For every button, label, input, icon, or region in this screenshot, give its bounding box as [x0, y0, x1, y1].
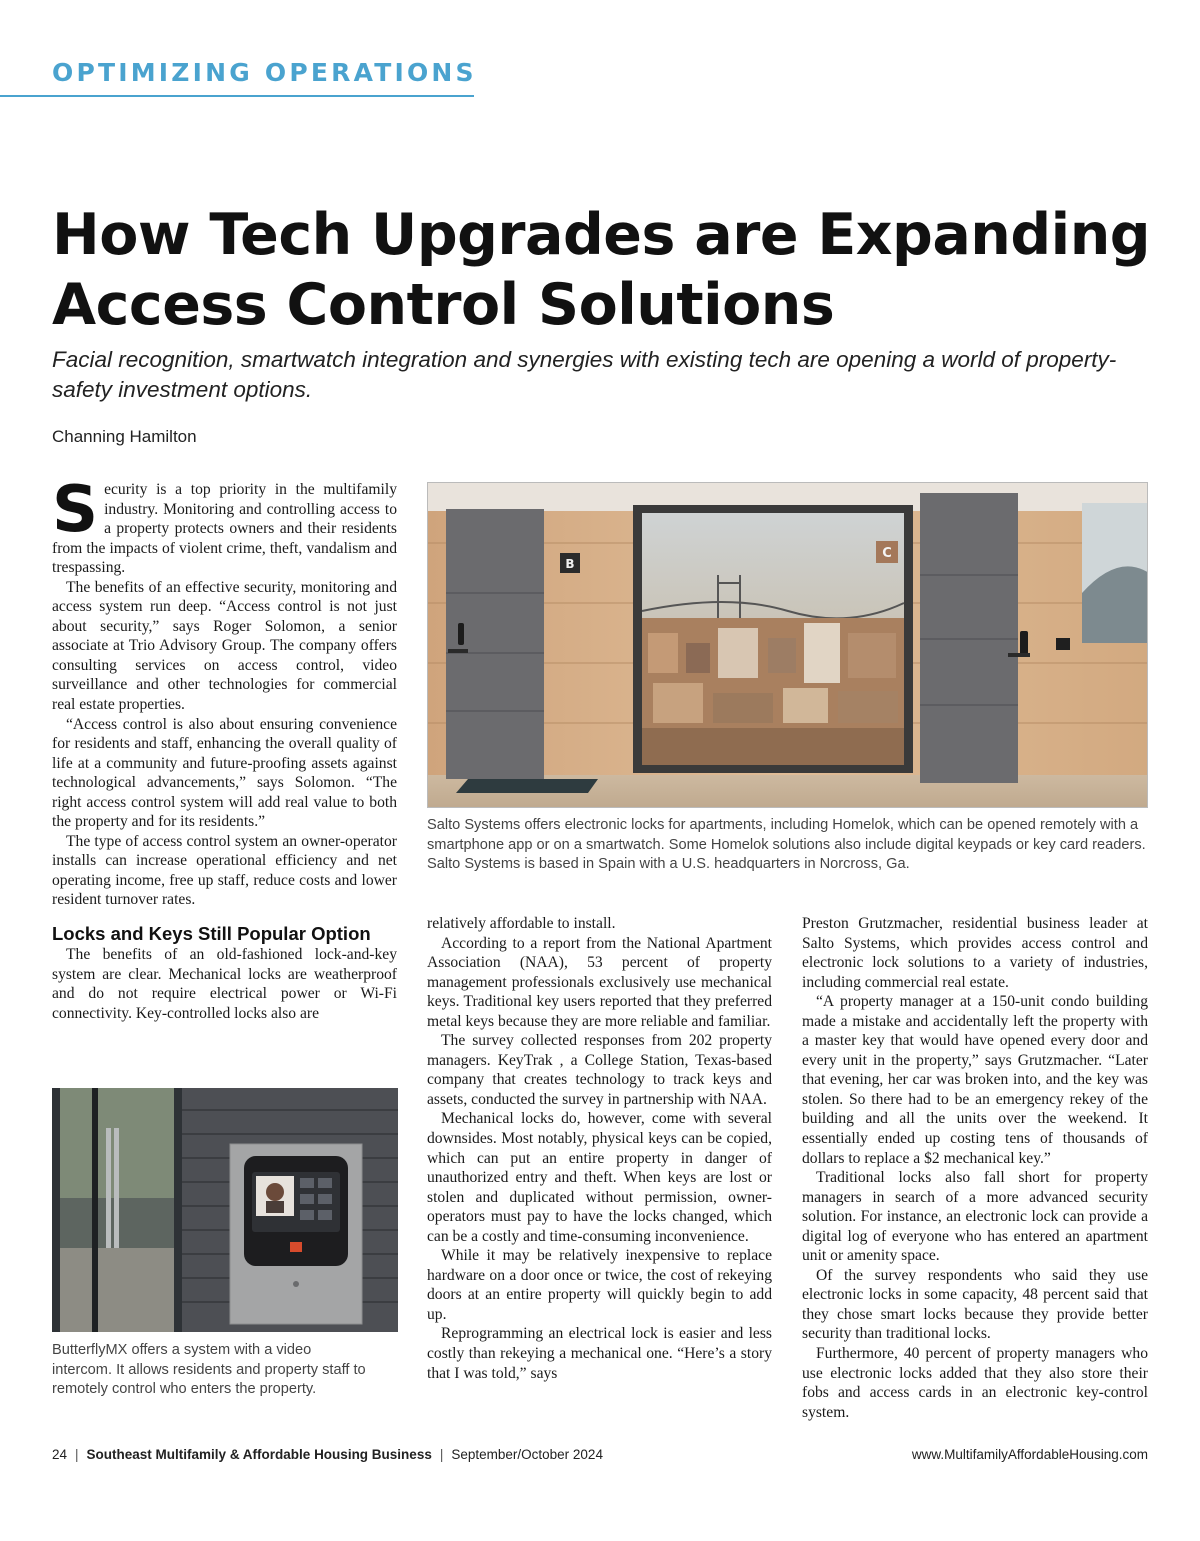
paragraph-2: The benefits of an effective security, monitoring and access system run deep. “Access control is not just about security,” says Roger Solomon, a senior associate at Trio Advisory Group. The company offers consulting services on access control, video surveillance and other technologies for commercial real estate properties. [52, 578, 397, 714]
door-b-label: B [565, 557, 575, 571]
byline: Channing Hamilton [52, 427, 197, 446]
paragraph-11: Reprogramming an electrical lock is easier and less costly than rekeying a mechanical one. “Here’s a story that I was told,” says [427, 1325, 772, 1382]
footer-separator: | [75, 1447, 79, 1462]
photo-1-caption: Salto Systems offers electronic locks for apartments, including Homelok, which can be opened remotely with a smartphone app or on a smartwatch. Some Homelok solutions also include digital keypads or key card readers. Salto Systems is based in Spain with a U.S. headquarters in Norcross, Ga. [427, 817, 1146, 872]
butterflymx-intercom-photo [52, 1088, 398, 1332]
page-footer [52, 1447, 1148, 1469]
paragraph-16: Furthermore, 40 percent of property managers who use electronic locks added that they also store their fobs and access cards in an electronic key-control system. [802, 1345, 1148, 1421]
paragraph-12: Preston Grutzmacher, residential business leader at Salto Systems, which provides access control and electronic lock solutions to a variety of industries, including commercial real estate. [802, 915, 1148, 991]
issue-date: September/October 2024 [451, 1447, 603, 1462]
column-3 [802, 914, 1148, 1422]
paragraph-8: The survey collected responses from 202 property managers. KeyTrak , a College Station, Texas-based company that creates technology to track keys and assets, conducted the survey in partnership with NAA. [427, 1032, 772, 1108]
photo-2-caption: ButterflyMX offers a system with a video intercom. It allows residents and property staff to remotely control who enters the property. [52, 1342, 366, 1397]
headline [52, 200, 1152, 340]
dek: Facial recognition, smartwatch integration and synergies with existing tech are opening a world of property-safety investment options. [52, 347, 1117, 402]
publication-name: Southeast Multifamily & Affordable Housing Business [86, 1447, 432, 1462]
paragraph-1 [52, 473, 397, 578]
salto-doors-photo [427, 482, 1148, 808]
paragraph-13: “A property manager at a 150-unit condo building made a mistake and accidentally left the property with a master key that would have opened every door and every unit in the property,” says Grutzmacher. “Later that evening, her car was broken into, and the key was stolen. So there had to be an emergency rekey of the building and all the units over the weekend. It essentially ended up costing tens of thousands of dollars to replace a $2 mechanical key.” [802, 993, 1148, 1167]
paragraph-7: According to a report from the National Apartment Association (NAA), 53 percent of property management professionals exclusively use mechanical keys. Traditional key users reported that they preferred metal keys because they are more reliable and familiar. [427, 934, 772, 1030]
section-rule [0, 95, 474, 97]
column-2 [427, 914, 772, 1383]
paragraph-14: Traditional locks also fall short for property managers in search of a more advanced security solution. For instance, an electronic lock can provide a digital log of everyone who has entered an apartment unit or amenity space. [802, 1169, 1148, 1265]
page-number: 24 [52, 1447, 68, 1462]
section-label: OPTIMIZING OPERATIONS [52, 58, 477, 87]
paragraph-3: “Access control is also about ensuring convenience for residents and staff, enhancing the overall quality of life at a community and future-proofing assets against technological advancements,” says Solomon. “The right access control system will add real value to both the property and for its residents.” [52, 715, 397, 831]
subhead: Locks and Keys Still Popular Option [52, 923, 371, 945]
footer-separator: | [439, 1447, 444, 1462]
paragraph-10: While it may be relatively inexpensive to replace hardware on a door once or twice, the cost of rekeying doors at an entire property will quickly begin to add up. [427, 1247, 772, 1323]
paragraph-5: The benefits of an old-fashioned lock-and-key system are clear. Mechanical locks are weatherproof and do not require electrical power or Wi-Fi connectivity. Key-controlled locks also are [52, 946, 397, 1022]
column-1 [52, 473, 397, 1023]
headline-line-2: Access Control Solutions [52, 272, 835, 338]
headline-line-1: How Tech Upgrades are Expanding [52, 202, 1151, 268]
paragraph-1-text: ecurity is a top priority in the multifamily industry. Monitoring and controlling access to a property protects owners and their residents from the impacts of violent crime, theft, vandalism and trespassing. [52, 481, 397, 577]
paragraph-15: Of the survey respondents who said they use electronic locks in some capacity, 48 percent said that they chose smart locks because they provide better security than traditional locks. [802, 1266, 1148, 1343]
door-c-label: C [882, 546, 892, 561]
footer-left [52, 1447, 603, 1462]
footer-url[interactable]: www.MultifamilyAffordableHousing.com [911, 1447, 1148, 1462]
paragraph-4: The type of access control system an owner-operator installs can increase operational efficiency and net operating income, free up staff, reduce costs and lower resident turnover rates. [52, 832, 397, 909]
drop-cap: S [52, 473, 99, 547]
paragraph-6: relatively affordable to install. [427, 915, 616, 932]
paragraph-9: Mechanical locks do, however, come with several downsides. Most notably, physical keys can be copied, which can put an entire property in danger of unauthorized entry and theft. When keys are lost or stolen and duplicated without permission, owner-operators must pay to have the locks changed, which can be a costly and time-consuming inconvenience. [427, 1110, 772, 1245]
